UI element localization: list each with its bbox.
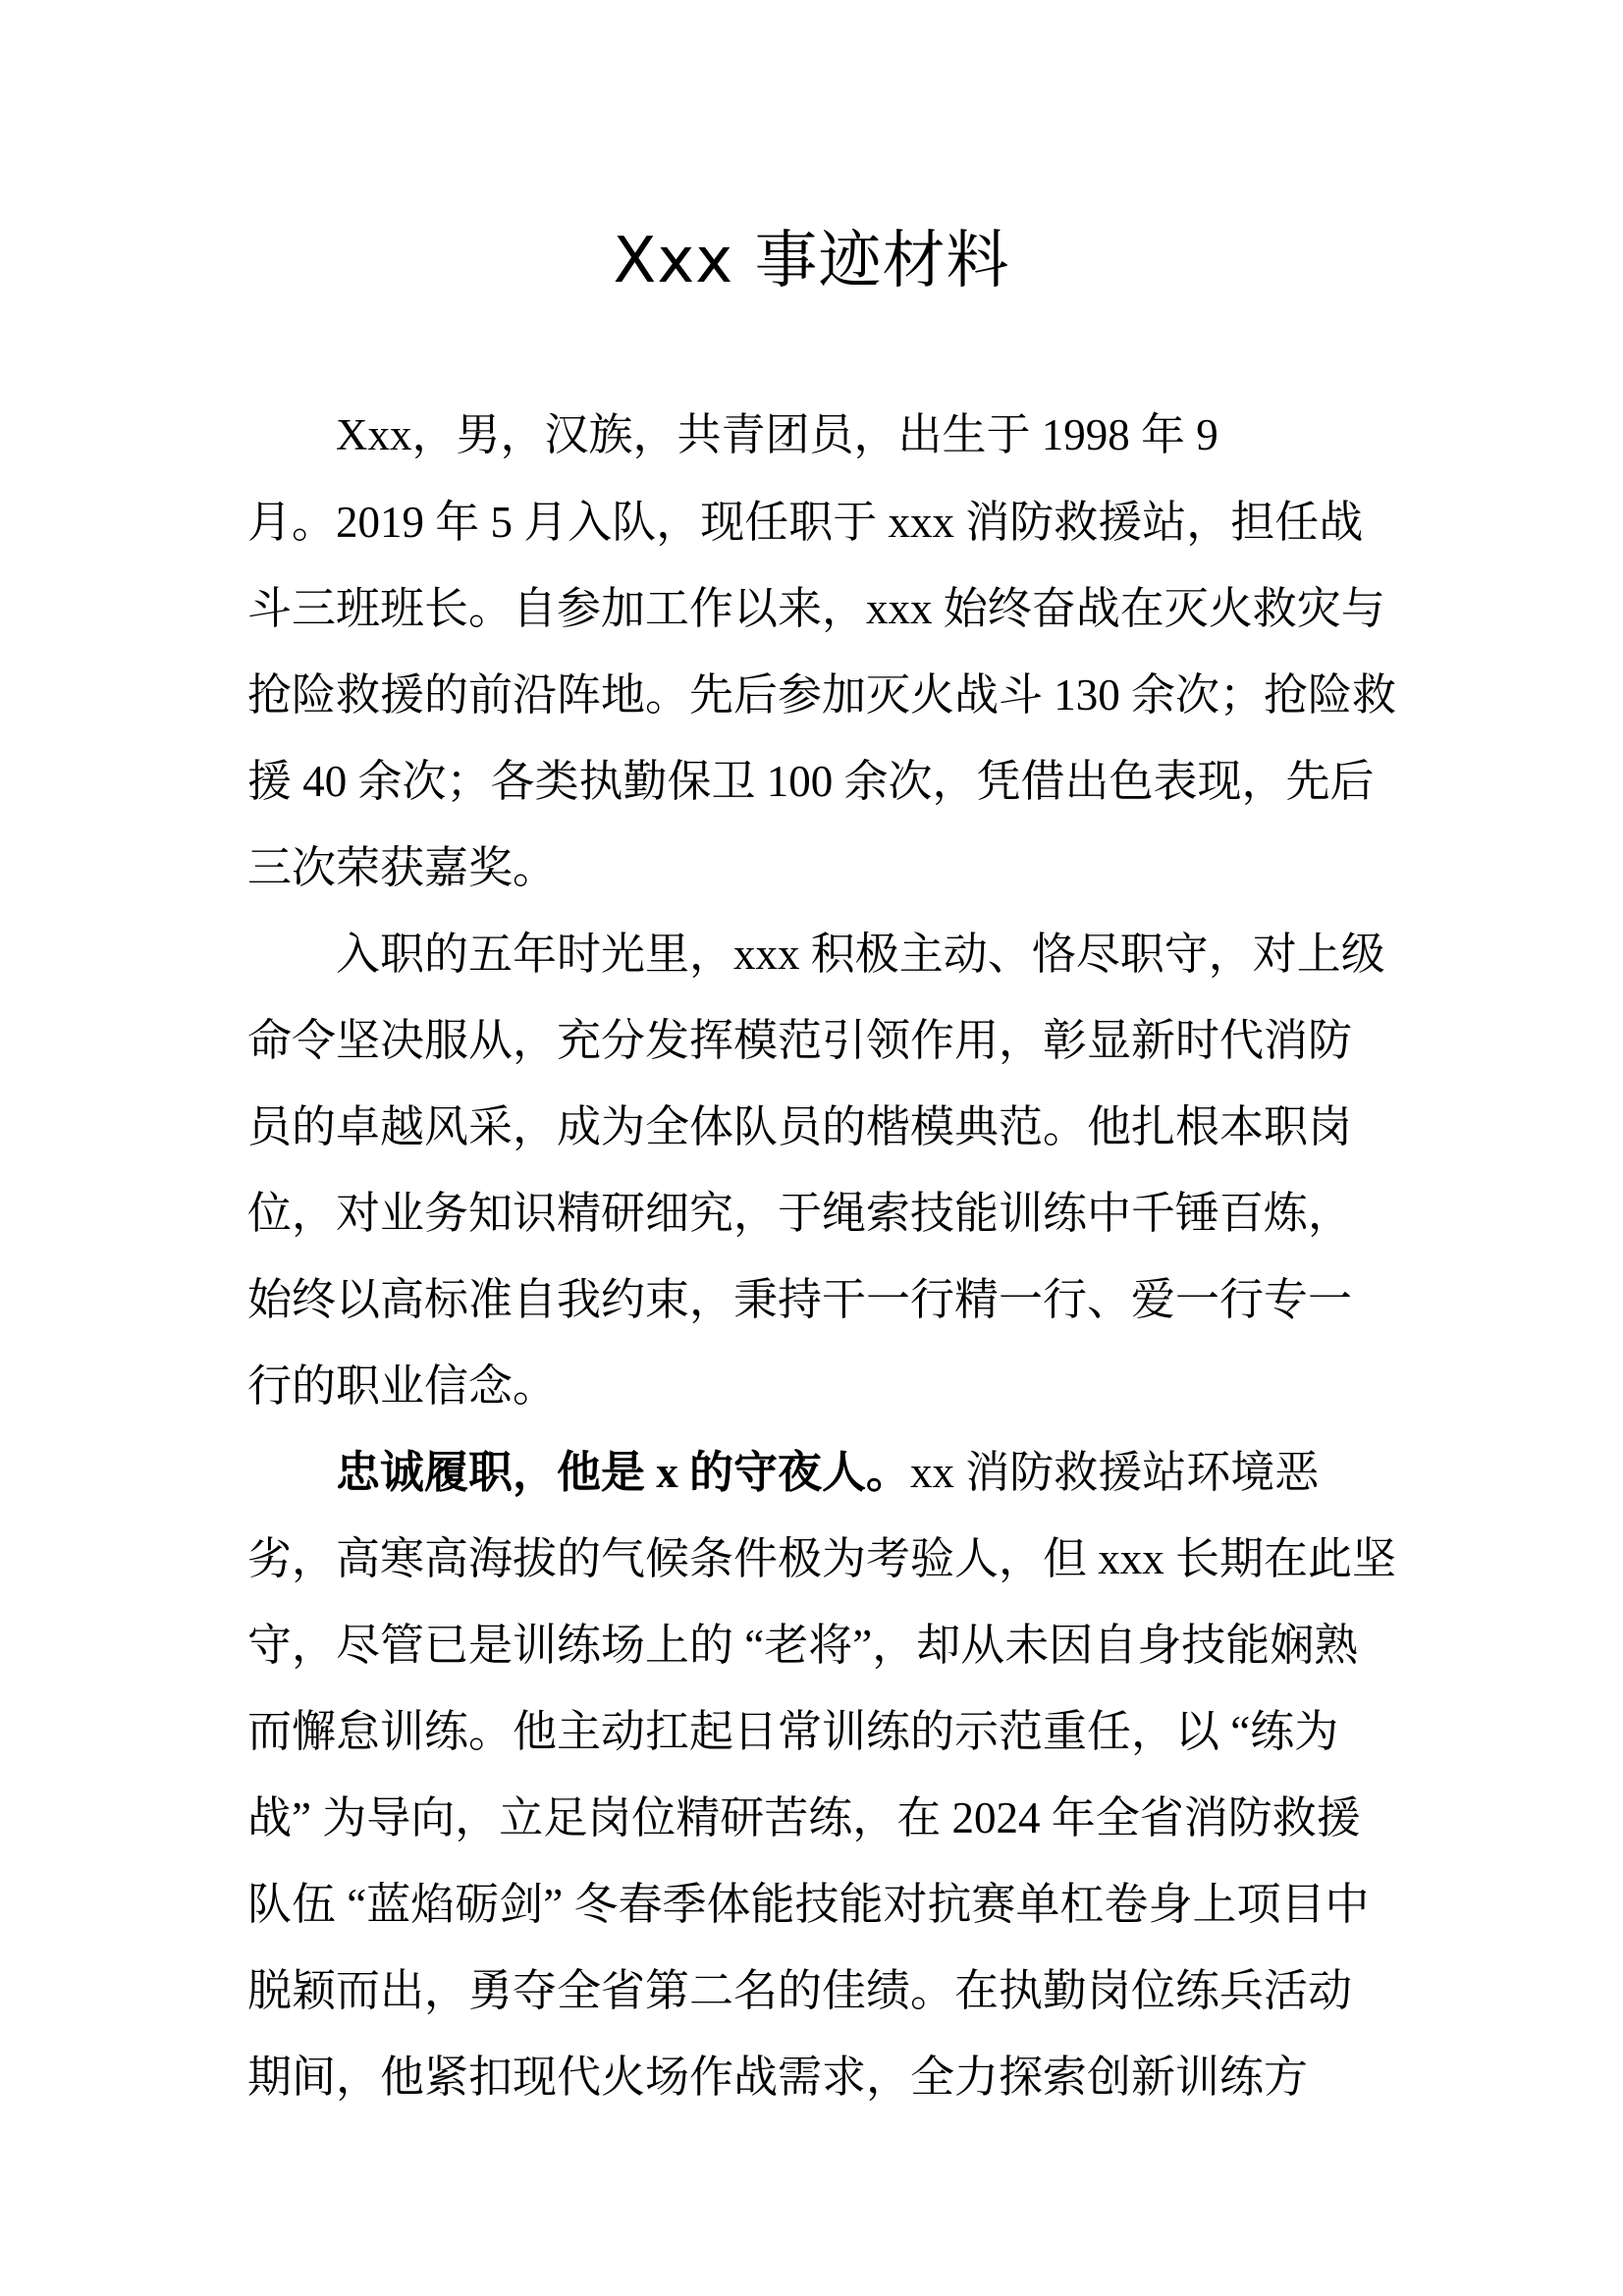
- paragraph-1-line-2: 月。2019 年 5 月入队，现任职于 xxx 消防救援站，担任战: [247, 498, 1364, 547]
- paragraph-2-line-3: 员的卓越风采，成为全体队员的楷模典范。他扎根本职岗: [247, 1102, 1353, 1151]
- paragraph-3-line-5: 战” 为导向，立足岗位精研苦练，在 2024 年全省消防救援: [247, 1793, 1361, 1842]
- paragraph-3-first-line-rest: xx 消防救援站环境恶: [910, 1448, 1320, 1497]
- paragraph-3-line-6: 队伍 “蓝焰砺剑” 冬春季体能技能对抗赛单杠卷身上项目中: [247, 1880, 1370, 1929]
- paragraph-3-heading: 忠诚履职，他是 x 的守夜人。: [336, 1448, 911, 1497]
- paragraph-3-line-7: 脱颖而出，勇夺全省第二名的佳绩。在执勤岗位练兵活动: [247, 1966, 1353, 2015]
- paragraph-3-line-3: 守，尽管已是训练场上的 “老将”，却从未因自身技能娴熟: [247, 1621, 1359, 1670]
- paragraph-1-line-5: 援 40 余次；各类执勤保卫 100 余次，凭借出色表现，先后: [247, 757, 1375, 806]
- paragraph-3-line-1: [336, 1438, 1319, 1507]
- paragraph-3-line-8: 期间，他紧扣现代火场作战需求，全力探索创新训练方: [247, 2053, 1309, 2102]
- paragraph-1-line-1: Xxx，男，汉族，共青团员，出生于 1998 年 9: [336, 410, 1218, 459]
- paragraph-1-line-6: 三次荣获嘉奖。: [247, 843, 558, 892]
- paragraph-3-line-2: 劣，高寒高海拔的气候条件极为考验人，但 xxx 长期在此坚: [247, 1534, 1397, 1583]
- paragraph-2-line-6: 行的职业信念。: [247, 1362, 558, 1411]
- paragraph-1-line-4: 抢险救援的前沿阵地。先后参加灭火战斗 130 余次；抢险救: [247, 670, 1397, 720]
- paragraph-2-line-2: 命令坚决服从，充分发挥模范引领作用，彰显新时代消防: [247, 1016, 1353, 1065]
- paragraph-2-line-1: 入职的五年时光里，xxx 积极主动、恪尽职守，对上级: [336, 930, 1385, 979]
- paragraph-2-line-4: 位，对业务知识精研细究，于绳索技能训练中千锤百炼，: [247, 1189, 1353, 1238]
- paragraph-3-line-4: 而懈怠训练。他主动扛起日常训练的示范重任，以 “练为: [247, 1707, 1339, 1756]
- paragraph-1-line-3: 斗三班班长。自参加工作以来，xxx 始终奋战在灭火救灾与: [247, 584, 1385, 633]
- document-title: Xxx 事迹材料: [613, 225, 1010, 297]
- paragraph-2-line-5: 始终以高标准自我约束，秉持干一行精一行、爱一行专一: [247, 1275, 1353, 1324]
